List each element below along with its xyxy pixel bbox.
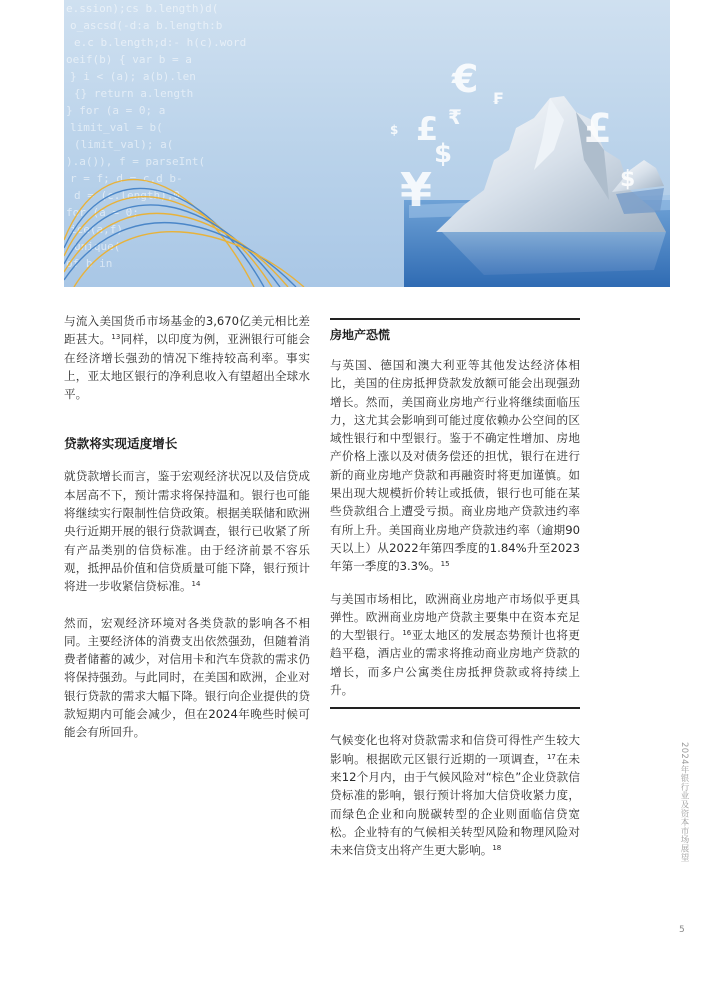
code-line: } i < (a); a(b).len bbox=[70, 70, 196, 83]
currency-symbol-icon: £ bbox=[416, 110, 439, 148]
loan-growth-paragraph-2: 然而，宏观经济环境对各类贷款的影响各不相同。主要经济体的消费支出依然强劲，但随着消费者储蓄的减少，对信用卡和汽车贷款的需求仍将保持强劲。与此同时，在美国和欧洲，企业对银行贷款的需求大幅下降。银行向企业提供的贷款短期内可能会减少，但在2024年晚些时候可能会有所回升。 bbox=[64, 615, 310, 740]
code-line: limit_val = b( bbox=[70, 121, 163, 134]
currency-symbol-icon: $ bbox=[620, 167, 636, 192]
right-column bbox=[330, 318, 580, 859]
lead-paragraph: 与流入美国货币市场基金的3,670亿美元相比差距甚大。$^{13}$同样，以印度为例，亚洲银行可能会在经济增长强劲的情况下维持较高利率。事实上，亚太地区银行的净利息收入有望超出全球水平。 bbox=[64, 314, 310, 402]
currency-symbol-icon: ¥ bbox=[400, 163, 433, 217]
real-estate-callout-box bbox=[330, 318, 580, 709]
code-line: ).a()), f = parseInt( bbox=[66, 155, 206, 168]
callout-title: 房地产恐慌 bbox=[330, 328, 391, 342]
climate-paragraph: 气候变化也将对贷款需求和信贷可得性产生较大影响。根据欧元区银行近期的一项调查，$^{17}$在未来12个月内，由于气候风险对“棕色”企业贷款信贷标准的影响，银行预计将加大信贷收紧力度，而绿色企业和向脱碳转型的企业则面临信贷宽松。企业特有的气候相关转型风险和物理风险对未来信贷支出将产生更大影响。$^{18}$ bbox=[330, 733, 580, 858]
loan-growth-paragraph-1: 就贷款增长而言，鉴于宏观经济状况以及信贷成本居高不下，预计需求将保持温和。银行也可能将继续实行限制性信贷政策。根据美联储和欧洲央行近期开展的银行贷款调查，银行已收紧了所有产品类别的信贷标准。由于经济前景不容乐观，抵押品价值和信贷质量可能下降，银行预计将进一步收紧信贷标准。$^{14}$ bbox=[64, 469, 310, 594]
currency-symbol-icon: $ bbox=[390, 123, 399, 137]
code-line: oeif(b) { var b = a bbox=[66, 53, 192, 66]
code-line: of b in bbox=[66, 257, 113, 270]
currency-symbol-icon: ₣ bbox=[492, 89, 504, 108]
hero-image bbox=[64, 0, 670, 287]
code-line: } for (a = 0; a bbox=[66, 104, 166, 117]
callout-paragraph-1: 与英国、德国和澳大利亚等其他发达经济体相比，美国的住房抵押贷款发放额可能会出现强劲增长。然而，美国商业房地产行业将继续面临压力，这尤其会影响到可能过度依赖办公空间的区域性银行和中型银行。鉴于不确定性增加、房地产价格上涨以及对债务偿还的担忧，银行在进行新的商业房地产贷款和再融资时将更加谨慎。如果出现大规模折价转让或抵债，银行也可能在某些贷款组合上遭受亏损。商业房地产贷款违约率有所上升。美国商业房地产贷款违约率（逾期90天以上）从2022年第四季度的1.84%升至2023年第一季度的3.3%。$^{15}$ bbox=[330, 358, 580, 574]
currency-symbol-icon: £ bbox=[584, 106, 612, 152]
currency-symbol-icon: € bbox=[452, 57, 479, 101]
code-line: e.c b.length;d:- h(c).word bbox=[74, 36, 247, 49]
left-column bbox=[64, 312, 310, 742]
code-line: (limit_val); a( bbox=[74, 138, 174, 151]
code-line: e.ssion);cs b.length)d( bbox=[66, 2, 219, 15]
page-number: 5 bbox=[679, 925, 685, 935]
code-line: {} return a.length bbox=[74, 87, 194, 100]
callout-paragraph-2: 与美国市场相比，欧洲商业房地产市场似乎更具弹性。欧洲商业房地产贷款主要集中在资本充足的大型银行。$^{16}$亚太地区的发展态势预计也将更趋平稳，酒店业的需求将推动商业房地产贷款的增长，而多户公寓类住房抵押贷款或将持续上升。 bbox=[330, 591, 580, 698]
code-line: d = (c.length),0 bbox=[74, 189, 180, 202]
code-line: for (a = 0; bbox=[66, 206, 139, 219]
section-heading-loan-growth: 贷款将实现适度增长 bbox=[64, 436, 178, 452]
code-line: unique( bbox=[74, 240, 121, 253]
currency-symbol-icon: ₹ bbox=[448, 105, 462, 129]
hero-illustration bbox=[64, 0, 670, 287]
code-line: ice(a,f) bbox=[70, 223, 123, 236]
currency-symbol-icon: $ bbox=[434, 139, 453, 169]
code-line: r = f; d = c,d b- bbox=[70, 172, 183, 185]
code-line: o_ascsd(-d:a b.length:b bbox=[70, 19, 223, 32]
running-title: 2024年银行业及资本市场展望 bbox=[679, 742, 689, 862]
